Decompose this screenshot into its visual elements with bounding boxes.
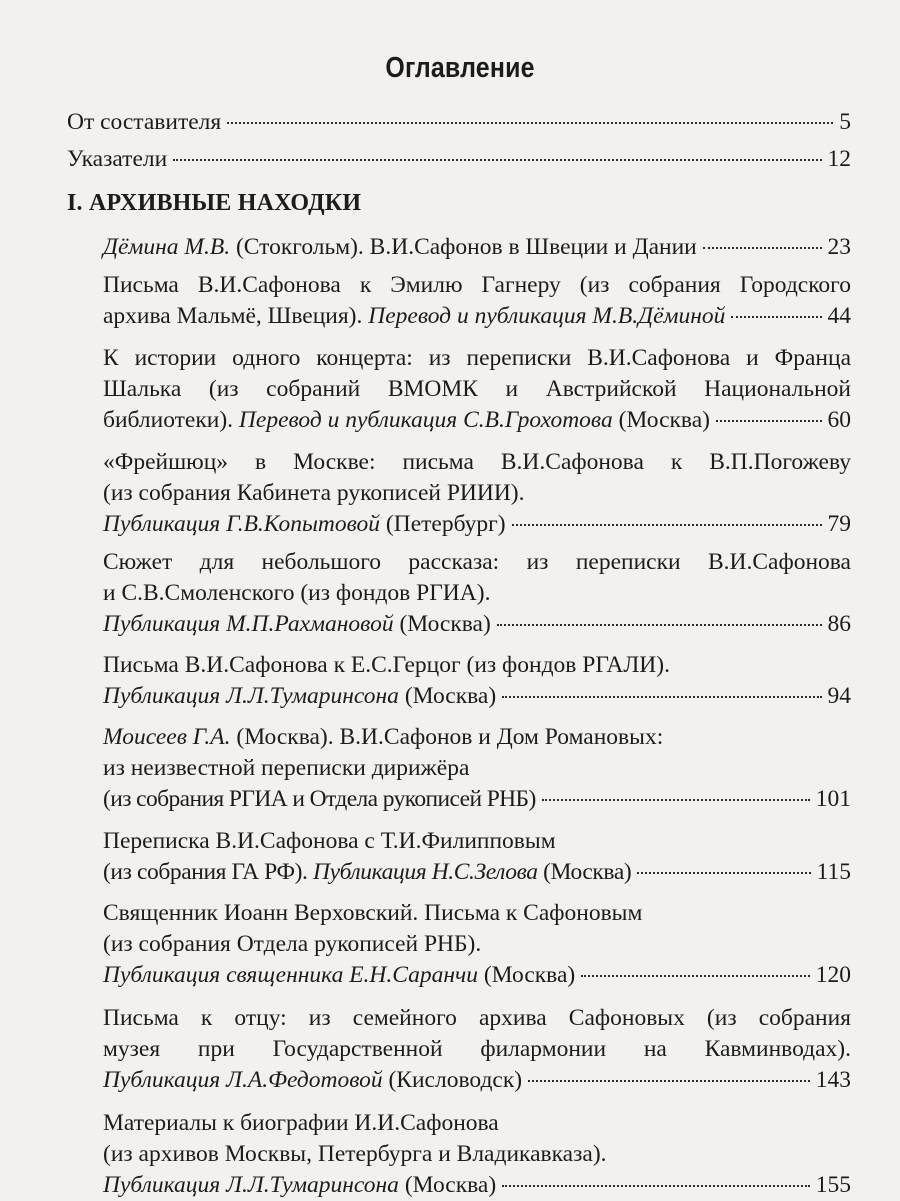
dot-leader [731, 316, 821, 318]
publisher: Публикация Л.Л.Тумаринсона [103, 683, 399, 709]
dot-leader [512, 524, 822, 526]
page-number: 23 [827, 234, 851, 260]
toc-entry [103, 1003, 851, 1096]
entry-line: (из собрания Отдела рукописей РНБ). [103, 931, 482, 957]
toc-entry [103, 343, 851, 436]
publisher: Перевод и публикация С.В.Грохотова [238, 407, 613, 433]
page-number: 12 [827, 146, 851, 172]
entry-line: «Фрейшюц» в Москве: письма В.И.Сафонова к В.П.Погожеву [103, 449, 851, 475]
publisher: Публикация священника Е.Н.Саранчи [103, 962, 478, 988]
toc-entry [103, 547, 851, 640]
publisher: Публикация Н.С.Зелова [313, 859, 538, 885]
page-number: 94 [827, 683, 851, 709]
dot-leader [581, 975, 810, 977]
entry-title: Указатели [67, 146, 168, 172]
entry-line: (из собрания РГИА и Отдела рукописей РНБ) [103, 786, 536, 812]
toc-entry [103, 270, 851, 332]
author: Дёмина М.В. [103, 234, 231, 260]
publisher: Публикация Г.В.Копытовой [103, 511, 381, 537]
city: (Москва) [398, 1172, 497, 1198]
entry-title: (Стокгольм). В.И.Сафонов в Швеции и Дании [230, 234, 697, 260]
entry-line: (из собрания ГА РФ). [103, 859, 313, 885]
page-number: 86 [827, 611, 851, 637]
entry-line: (из архивов Москвы, Петербурга и Владикавказа). [103, 1141, 607, 1167]
toc-entry [103, 722, 851, 815]
page-number: 5 [839, 109, 851, 135]
toc-entry-from-compiler [67, 107, 851, 138]
publisher: Публикация Л.А.Федотовой [103, 1067, 383, 1093]
toc-entry [103, 650, 851, 712]
toc-entry-indexes [67, 144, 851, 175]
entry-line: Письма к отцу: из семейного архива Сафоновых (из собрания [103, 1005, 851, 1031]
dot-leader [173, 159, 821, 161]
entry-line: Письма В.И.Сафонова к Эмилю Гагнеру (из собрания Городского [103, 272, 851, 298]
city: (Москва) [612, 407, 710, 433]
entry-line: Письма В.И.Сафонова к Е.С.Герцог (из фондов РГАЛИ). [103, 652, 670, 678]
dot-leader [528, 1080, 810, 1082]
dot-leader [502, 1185, 810, 1187]
entry-line: Материалы к биографии И.И.Сафонова [103, 1110, 499, 1136]
publisher: Публикация Л.Л.Тумаринсона [103, 1172, 399, 1198]
city: (Москва) [537, 859, 632, 885]
entry-line: К истории одного концерта: из переписки В.И.Сафонова и Франца [103, 345, 851, 371]
page-number: 44 [827, 303, 851, 329]
section-heading: I. АРХИВНЫЕ НАХОДКИ [67, 190, 362, 216]
page-number: 101 [815, 786, 851, 812]
page-title: Оглавление [385, 52, 535, 84]
toc-entry [103, 826, 851, 888]
entry-line: музея при Государственной филармонии на Кавминводах). [103, 1036, 851, 1062]
entry-line: архива Мальмё, Швеция). [103, 303, 369, 329]
toc-entry [103, 898, 851, 991]
city: (Петербург) [380, 511, 506, 537]
city: (Кисловодск) [382, 1067, 523, 1093]
publisher: Публикация М.П.Рахмановой [103, 611, 394, 637]
toc-entry [103, 232, 851, 263]
dot-leader [502, 696, 821, 698]
city: (Москва) [477, 962, 576, 988]
page-number: 155 [815, 1172, 851, 1198]
page-number: 115 [816, 859, 851, 885]
entry-line: библиотеки). [103, 407, 239, 433]
entry-title: (Москва). В.И.Сафонов и Дом Романовых: [230, 724, 664, 750]
city: (Москва) [398, 683, 497, 709]
entry-line: Священник Иоанн Верховский. Письма к Сафоновым [103, 900, 643, 926]
publisher: Перевод и публикация М.В.Дёминой [368, 303, 726, 329]
dot-leader [542, 799, 810, 801]
page-number: 120 [815, 962, 851, 988]
entry-line: Переписка В.И.Сафонова с Т.И.Филипповым [103, 828, 556, 854]
dot-leader [637, 872, 810, 874]
entry-line: (из собрания Кабинета рукописей РИИИ). [103, 480, 525, 506]
dot-leader [227, 122, 833, 124]
page-number: 143 [815, 1067, 851, 1093]
dot-leader [703, 247, 822, 249]
dot-leader [716, 420, 822, 422]
page-number: 79 [827, 511, 851, 537]
dot-leader [497, 624, 822, 626]
entry-line: Шалька (из собраний ВМОМК и Австрийской Национальной [103, 376, 851, 402]
city: (Москва) [393, 611, 491, 637]
entry-line: Сюжет для небольшого рассказа: из переписки В.И.Сафонова [103, 549, 851, 575]
entry-title: От составителя [67, 109, 222, 135]
entry-line: из неизвестной переписки дирижёра [103, 755, 470, 781]
page-number: 60 [827, 407, 851, 433]
author: Моисеев Г.А. [103, 724, 231, 750]
toc-entry [103, 1108, 851, 1201]
entry-line: и С.В.Смоленского (из фондов РГИА). [103, 580, 491, 606]
toc-entry [103, 447, 851, 540]
